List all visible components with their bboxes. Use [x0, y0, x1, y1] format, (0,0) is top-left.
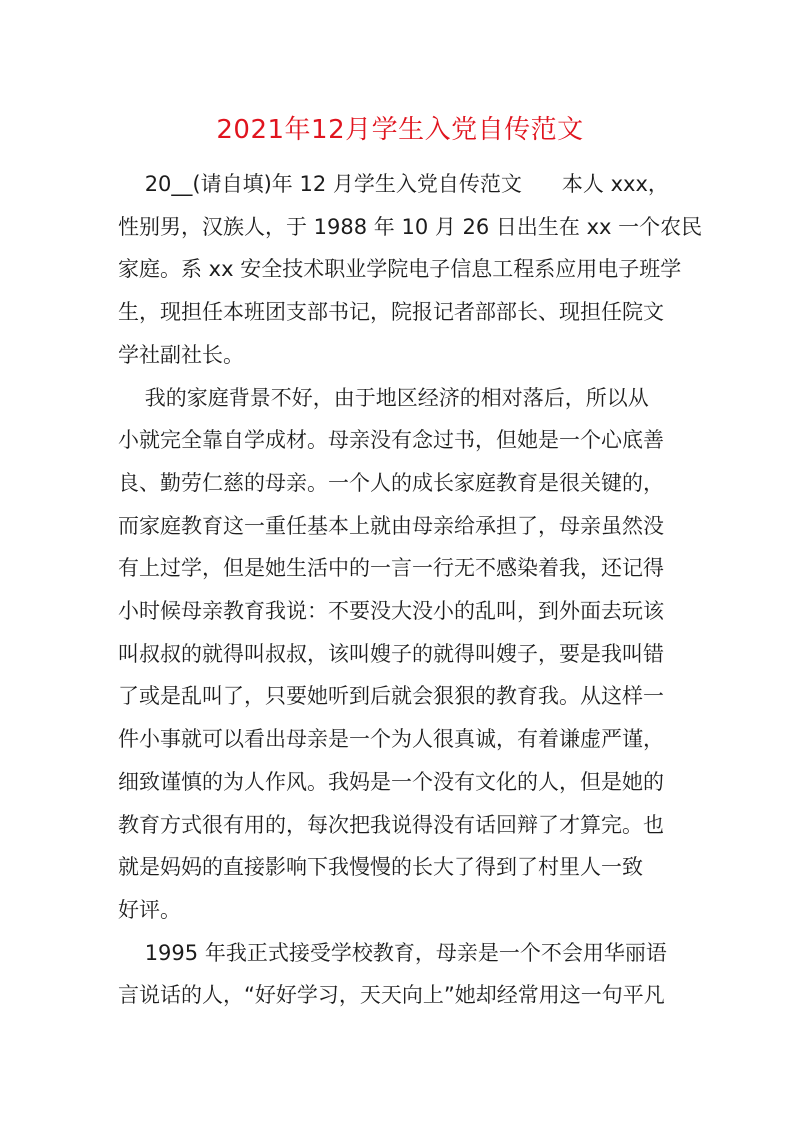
text-line: 我的家庭背景不好，由于地区经济的相对落后，所以从 — [118, 385, 649, 410]
document-body — [118, 163, 703, 1017]
paragraph — [118, 377, 688, 932]
text-line: 生，现担任本班团支部书记，院报记者部部长、现担任院文 — [118, 300, 664, 325]
text-line: 细致谨慎的为人作风。我妈是一个没有文化的人，但是她的 — [118, 769, 664, 794]
text-line: 小时候母亲教育我说：不要没大没小的乱叫，到外面去玩该 — [118, 599, 664, 624]
text-line: 家庭。系 xx 安全技术职业学院电子信息工程系应用电子班学 — [118, 257, 682, 282]
text-line: 1995 年我正式接受学校教育，母亲是一个不会用华丽语 — [118, 940, 667, 965]
document-title: 2021年12月学生入党自传范文 — [216, 115, 584, 145]
text-line: 而家庭教育这一重任基本上就由母亲给承担了，母亲虽然没 — [118, 513, 664, 538]
text-line: 性别男，汉族人，于 1988 年 10 月 26 日出生在 xx 一个农民 — [118, 214, 703, 239]
text-line: 言说话的人，“好好学习，天天向上”她却经常用这一句平凡 — [118, 983, 665, 1008]
text-line: 学社副社长。 — [118, 342, 244, 367]
text-line: 良、勤劳仁慈的母亲。一个人的成长家庭教育是很关键的， — [118, 470, 664, 495]
text-line: 20__(请自填)年 12 月学生入党自传范文 本人 xxx， — [118, 172, 669, 196]
text-line: 叫叔叔的就得叫叔叔，该叫嫂子的就得叫嫂子，要是我叫错 — [118, 641, 664, 666]
paragraph — [118, 163, 703, 377]
text-line: 就是妈妈的直接影响下我慢慢的长大了得到了村里人一致 — [118, 855, 643, 880]
text-line: 有上过学，但是她生活中的一言一行无不感染着我，还记得 — [118, 556, 664, 581]
text-line: 件小事就可以看出母亲是一个为人很真诚，有着谦虚严谨， — [118, 727, 664, 752]
paragraph — [118, 932, 688, 1017]
text-line: 了或是乱叫了，只要她听到后就会狠狠的教育我。从这样一 — [118, 684, 664, 709]
text-line: 教育方式很有用的，每次把我说得没有话回辩了才算完。也 — [118, 812, 664, 837]
text-line: 小就完全靠自学成材。母亲没有念过书，但她是一个心底善 — [118, 428, 664, 453]
text-line: 好评。 — [118, 897, 181, 922]
